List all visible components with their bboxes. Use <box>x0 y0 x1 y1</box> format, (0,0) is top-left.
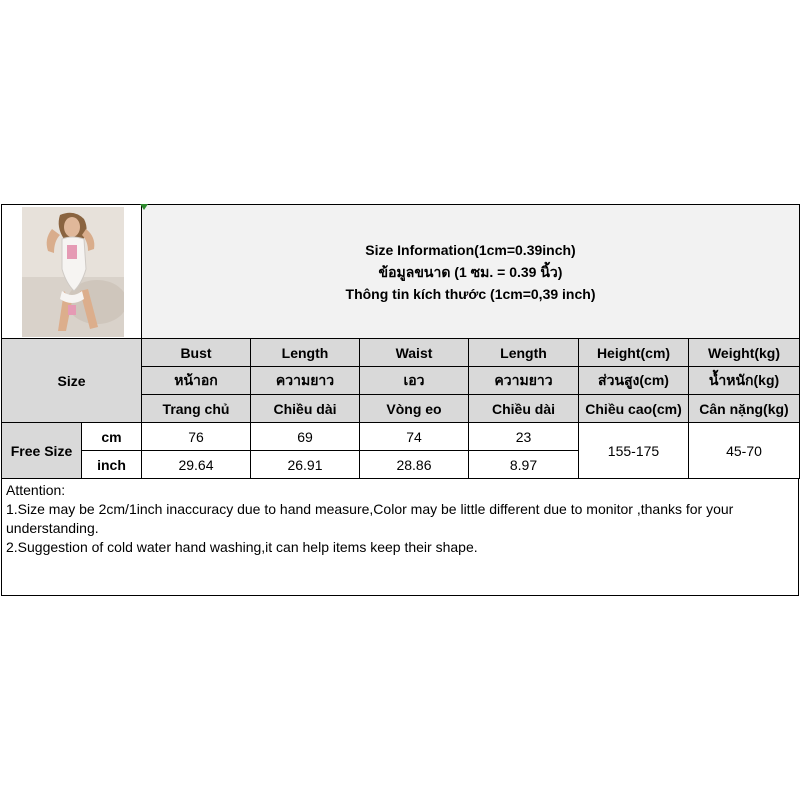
header-vi-length-2: Chiều dài <box>469 395 579 423</box>
product-photo <box>22 207 124 337</box>
cm-length-2: 23 <box>469 423 579 451</box>
unit-inch: inch <box>82 451 142 479</box>
header-vi-waist: Vòng eo <box>360 395 469 423</box>
free-size-label: Free Size <box>2 423 82 479</box>
header-th-height: ส่วนสูง(cm) <box>579 367 689 395</box>
header-en-weight: Weight(kg) <box>689 339 800 367</box>
cm-waist: 74 <box>360 423 469 451</box>
inch-length-2: 8.97 <box>469 451 579 479</box>
header-en-bust: Bust <box>142 339 251 367</box>
attention-notes <box>1 479 799 596</box>
header-th-weight: น้ำหนัก(kg) <box>689 367 800 395</box>
size-table <box>1 204 800 479</box>
size-information-title <box>142 205 800 339</box>
header-vi-height: Chiều cao(cm) <box>579 395 689 423</box>
header-vi-weight: Cân nặng(kg) <box>689 395 800 423</box>
header-th-waist: เอว <box>360 367 469 395</box>
product-photo-cell <box>2 205 142 339</box>
attention-note-1: 1.Size may be 2cm/1inch inaccuracy due to hand measure,Color may be little different due to monitor ,thanks for your understanding. <box>6 501 734 536</box>
header-en-length: Length <box>251 339 360 367</box>
info-line-thai: ข้อมูลขนาด (1 ซม. = 0.39 นิ้ว) <box>378 263 563 280</box>
cm-bust: 76 <box>142 423 251 451</box>
unit-cm: cm <box>82 423 142 451</box>
info-line-english: Size Information(1cm=0.39inch) <box>365 241 576 258</box>
header-th-length: ความยาว <box>251 367 360 395</box>
attention-note-2: 2.Suggestion of cold water hand washing,it can help items keep their shape. <box>6 539 478 555</box>
model-image <box>22 207 124 337</box>
size-chart <box>1 204 799 597</box>
size-label: Size <box>2 339 142 423</box>
attention-title: Attention: <box>6 482 66 498</box>
info-line-vietnamese: Thông tin kích thước (1cm=0,39 inch) <box>345 285 596 302</box>
weight-range: 45-70 <box>689 423 800 479</box>
header-vi-bust: Trang chủ <box>142 395 251 423</box>
header-th-length-2: ความยาว <box>469 367 579 395</box>
inch-waist: 28.86 <box>360 451 469 479</box>
header-th-bust: หน้าอก <box>142 367 251 395</box>
height-range: 155-175 <box>579 423 689 479</box>
header-en-height: Height(cm) <box>579 339 689 367</box>
cm-length: 69 <box>251 423 360 451</box>
inch-length: 26.91 <box>251 451 360 479</box>
cell-marker-icon <box>140 204 148 210</box>
header-vi-length: Chiều dài <box>251 395 360 423</box>
header-en-waist: Waist <box>360 339 469 367</box>
header-en-length-2: Length <box>469 339 579 367</box>
inch-bust: 29.64 <box>142 451 251 479</box>
